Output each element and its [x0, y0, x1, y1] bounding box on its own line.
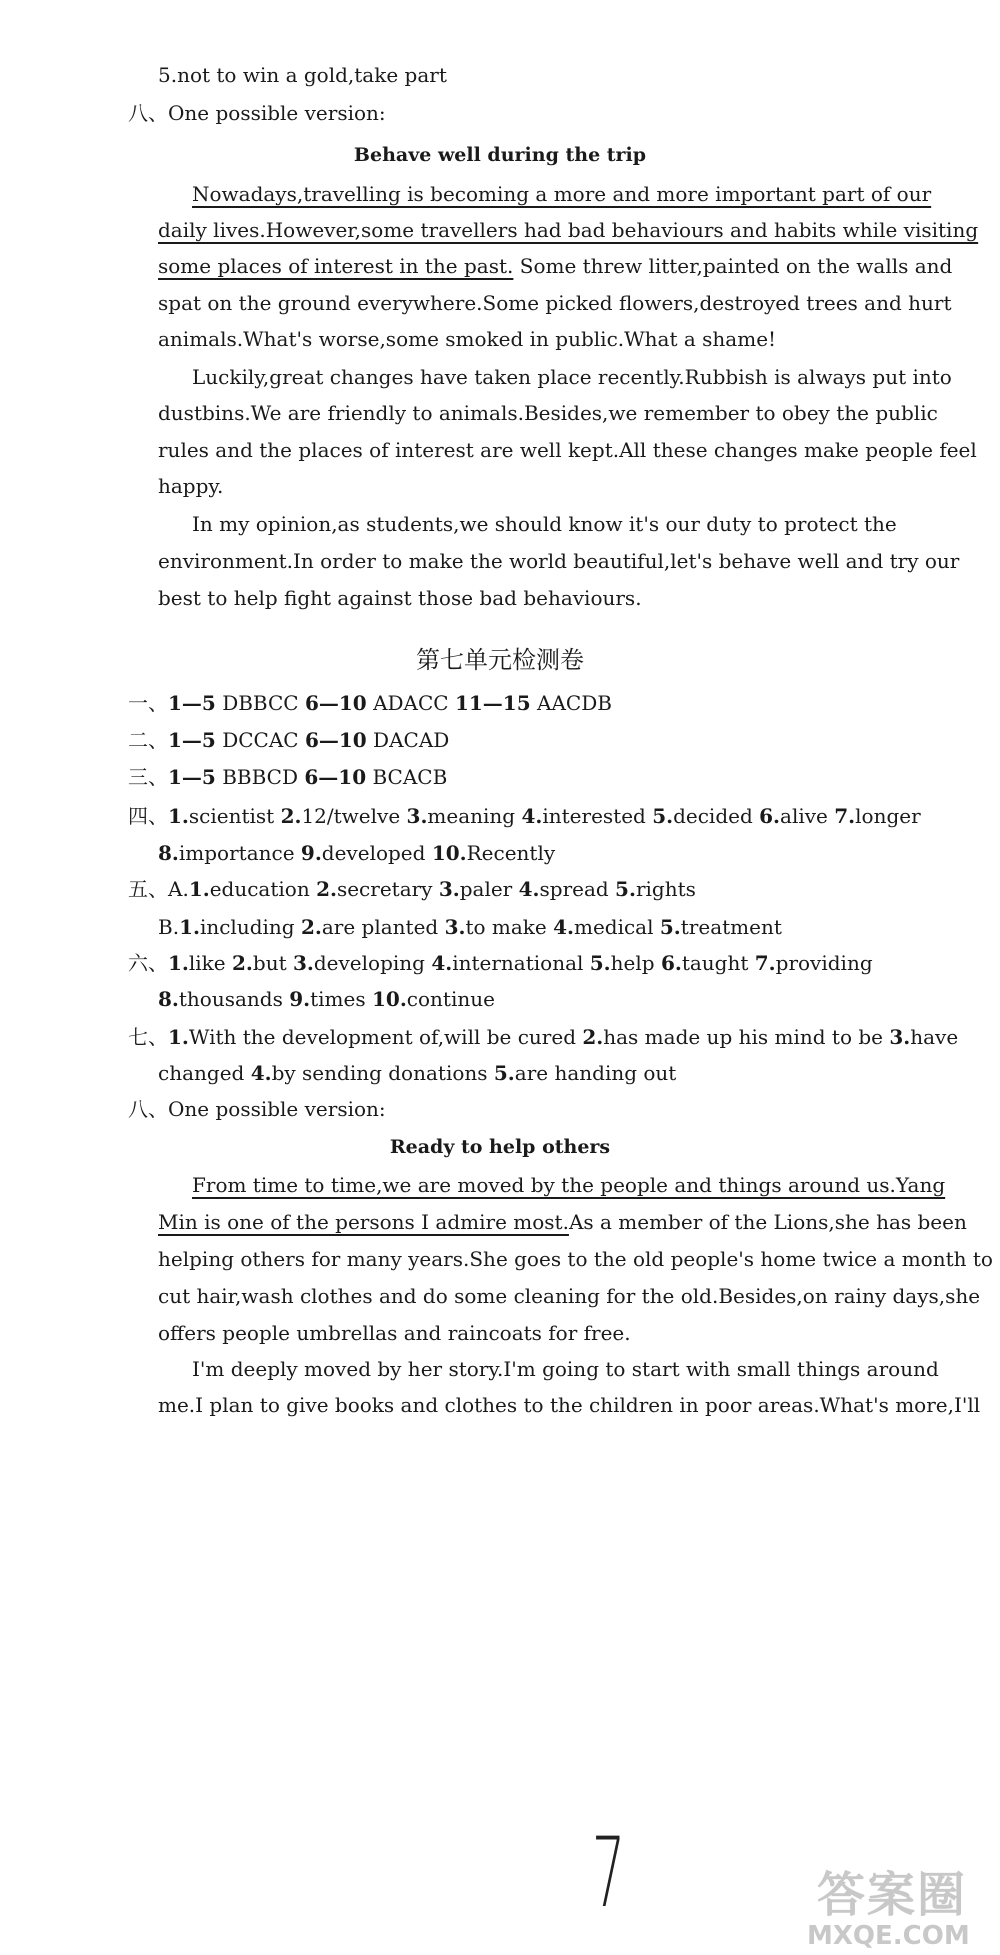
essay-title: Ready to help others: [389, 1136, 611, 1158]
essay-line: best to help fight against those bad behaviours.: [158, 586, 642, 610]
essay-line: [158, 1209, 967, 1235]
essay-plain-part: Some threw litter,painted on the walls and: [513, 254, 953, 278]
watermark-text: 答案圈: [817, 1867, 968, 1923]
essay-underlined-part: Min is one of the persons I admire most.: [158, 1210, 569, 1234]
essay-plain-part: As a member of the Lions,she has been: [568, 1210, 967, 1234]
essay-line: daily lives.However,some travellers had bad behaviours and habits while visiting: [158, 218, 979, 242]
section-2-answers: 二、1—5 DCCAC 6—10 DACAD: [128, 728, 450, 752]
essay-line: environment.In order to make the world beautiful,let's behave well and try our: [158, 549, 960, 573]
essay-line: helping others for many years.She goes to the old people's home twice a month to: [158, 1247, 993, 1271]
essay-line: spat on the ground everywhere.Some picked flowers,destroyed trees and hurt: [158, 291, 952, 315]
section-7-answers: 七、1.With the development of,will be cured 2.has made up his mind to be 3.have: [128, 1025, 959, 1049]
essay-line: [158, 253, 952, 279]
watermark-logo: [807, 1856, 992, 1951]
section-4-answers: 四、1.scientist 2.12/twelve 3.meaning 4.interested 5.decided 6.alive 7.longer: [128, 804, 921, 828]
essay-line: happy.: [158, 474, 224, 498]
essay-line: cut hair,wash clothes and do some cleaning for the old.Besides,on rainy days,she: [158, 1284, 981, 1308]
section-7-answers-continued: changed 4.by sending donations 5.are handing out: [158, 1061, 677, 1085]
essay-line: From time to time,we are moved by the people and things around us.Yang: [192, 1173, 946, 1197]
watermark-url: MXQE.COM: [807, 1921, 970, 1951]
essay-line: rules and the places of interest are well kept.All these changes make people feel: [158, 438, 977, 462]
section-6-answers: 六、1.like 2.but 3.developing 4.international 5.help 6.taught 7.providing: [128, 951, 873, 975]
handwritten-page-number: 7: [591, 1817, 626, 1929]
essay-underlined-part: some places of interest in the past.: [158, 254, 514, 278]
essay-line: Luckily,great changes have taken place recently.Rubbish is always put into: [192, 365, 952, 389]
essay-line: animals.What's worse,some smoked in public.What a shame!: [158, 327, 777, 351]
essay-line: offers people umbrellas and raincoats for free.: [158, 1321, 631, 1345]
essay-line: I'm deeply moved by her story.I'm going to start with small things around: [192, 1357, 939, 1381]
unit-7-title: 第七单元检测卷: [416, 646, 584, 674]
essay-line: me.I plan to give books and clothes to the children in poor areas.What's more,I'll: [158, 1393, 981, 1417]
section-5b-answers: B.1.including 2.are planted 3.to make 4.medical 5.treatment: [158, 915, 782, 939]
section-1-answers: 一、1—5 DBBCC 6—10 ADACC 11—15 AACDB: [128, 691, 612, 715]
essay-line: dustbins.We are friendly to animals.Besides,we remember to obey the public: [158, 401, 938, 425]
essay-title: Behave well during the trip: [353, 144, 647, 166]
section-6-answers-continued: 8.thousands 9.times 10.continue: [158, 987, 495, 1011]
essay-line: Nowadays,travelling is becoming a more and more important part of our: [192, 182, 932, 206]
section-8-label: 八、One possible version:: [128, 101, 386, 125]
section-4-answers-continued: 8.importance 9.developed 10.Recently: [158, 841, 556, 865]
section-8-label: 八、One possible version:: [128, 1097, 386, 1121]
section-5a-answers: 五、A.1.education 2.secretary 3.paler 4.spread 5.rights: [128, 877, 696, 901]
answer-item-5: 5.not to win a gold,take part: [158, 63, 447, 87]
section-3-answers: 三、1—5 BBBCD 6—10 BCACB: [128, 765, 448, 789]
essay-line: In my opinion,as students,we should know it's our duty to protect the: [192, 512, 897, 536]
